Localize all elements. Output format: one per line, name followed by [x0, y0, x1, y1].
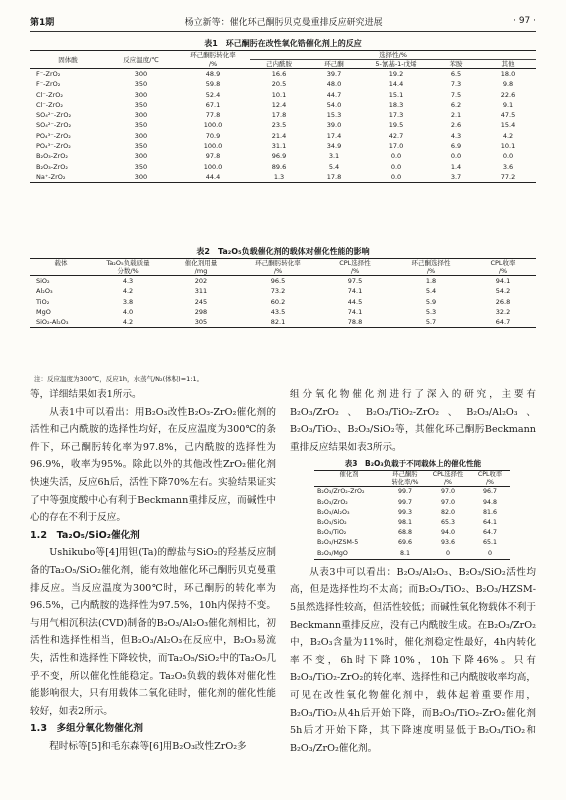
table-cell: 59.8	[205, 80, 221, 89]
table-cell: 100.0	[203, 142, 223, 151]
table-cell-catalyst: B₂O₃/MgO	[314, 549, 384, 560]
table-cell: 5.3	[425, 307, 437, 316]
table-cell-support: SiO₂-Al₂O₃	[30, 317, 92, 328]
table2-header: Ta₂O₅负载质量	[92, 259, 164, 268]
table-cell: 4.3	[92, 276, 164, 287]
section-heading: 1.2 Ta₂O₅/SiO₂催化剂	[30, 529, 140, 541]
table-cell: 100.0	[203, 162, 223, 171]
table-cell: 300	[134, 111, 148, 120]
page-number: · 97 ·	[513, 16, 536, 26]
table-cell: 81.6	[482, 508, 498, 516]
table-cell: 68.8	[397, 529, 413, 537]
table3-header-unit: /%	[485, 478, 495, 486]
paragraph: 程时标等[5]和毛东森等[6]用B₂O₃改性ZrO₂多	[49, 740, 247, 752]
table-cell-catalyst: PO₄³⁻-ZrO₂	[36, 131, 71, 140]
table-cell: 17.8	[308, 172, 360, 183]
table-cell: 0	[426, 549, 470, 560]
table-cell: 78.8	[318, 317, 392, 328]
table-cell: 17.4	[326, 131, 342, 140]
table-cell: 17.8	[271, 111, 287, 120]
table-cell-catalyst: PO₄³⁻-ZrO₂	[36, 142, 71, 151]
table-cell: 67.1	[205, 100, 221, 109]
table3-header-unit: 转化率/%	[391, 478, 419, 486]
table-cell-catalyst: SO₄²⁻-ZrO₂	[36, 121, 72, 130]
table1-header-sel: 己内酰胺	[266, 60, 292, 68]
table-row	[314, 487, 510, 498]
table-cell-catalyst: F⁻-ZrO₂	[36, 80, 61, 89]
table-cell: 3.8	[122, 297, 134, 306]
table-cell: 7.5	[450, 90, 462, 99]
table-cell: 14.4	[388, 80, 404, 89]
table2-header-unit: 分数/%	[117, 267, 139, 275]
table2-header: 环己酮选择性	[392, 259, 470, 268]
table-cell: 311	[194, 287, 208, 296]
table-cell-catalyst: SO₄²⁻-ZrO₂	[36, 111, 72, 120]
table-row	[30, 100, 536, 110]
table-row	[30, 69, 536, 80]
table-cell: 0.0	[450, 152, 462, 161]
table2-header-unit: /%	[498, 267, 508, 275]
table1	[30, 50, 536, 183]
table-cell: 6.9	[450, 142, 462, 151]
table-cell: 65.1	[482, 539, 498, 547]
table-cell: 1.4	[450, 162, 462, 171]
table-cell: 99.3	[397, 508, 413, 516]
table-cell-catalyst: B₂O₃/HZSM-5	[317, 539, 359, 547]
table-cell: 17.0	[388, 142, 404, 151]
table2-header-unit: /%	[350, 267, 360, 275]
table-cell: 77.8	[205, 111, 221, 120]
table-cell: 97.0	[440, 498, 456, 506]
table3	[314, 470, 510, 559]
running-header	[30, 12, 536, 30]
table-cell: 97.8	[205, 152, 221, 161]
table-cell: 82.1	[238, 317, 318, 328]
table-cell: 31.1	[271, 142, 287, 151]
table2-note: 注：反应温度为300℃，反应1h，水蒸气/N₂(体积)=1:1。	[34, 375, 204, 383]
table-cell-catalyst: B₂O₃/SiO₂	[317, 518, 347, 526]
table-cell-support: SiO₂	[30, 276, 92, 287]
table2	[30, 258, 536, 328]
table-row	[30, 110, 536, 120]
table-cell: 93.6	[440, 539, 456, 547]
table-cell: 6.5	[432, 69, 480, 80]
table-cell: 47.5	[500, 111, 516, 120]
table-cell: 17.3	[388, 111, 404, 120]
table-cell: 4.2	[502, 131, 514, 140]
table-cell: 26.8	[495, 297, 511, 306]
table-cell: 9.1	[502, 100, 514, 109]
table-row	[30, 307, 536, 317]
table-cell-catalyst: B₂O₃-ZrO₂	[36, 152, 68, 161]
table-row	[30, 141, 536, 151]
table2-caption: 表2 Ta₂O₅负载催化剂的载体对催化性能的影响	[196, 247, 370, 256]
table1-header-catalyst: 固体酸	[30, 51, 106, 69]
table-cell: 15.4	[500, 121, 516, 130]
table-cell: 4.0	[122, 307, 134, 316]
table-cell: 65.3	[440, 518, 456, 526]
table-cell: 52.4	[205, 90, 221, 99]
table-row	[314, 538, 510, 548]
table-cell: 20.5	[271, 80, 287, 89]
table-cell: 22.6	[500, 90, 516, 99]
table-cell: 89.6	[271, 162, 287, 171]
table1-header-temp: 反应温度/℃	[106, 51, 176, 69]
table-cell: 0.0	[390, 162, 402, 171]
table-cell: 4.2	[92, 317, 164, 328]
table-cell: 350	[134, 80, 148, 89]
table-cell: 2.6	[450, 121, 462, 130]
table-cell-catalyst: B₂O₃/Al₂O₃	[317, 508, 350, 516]
table-cell: 54.2	[495, 287, 511, 296]
table-cell: 350	[134, 162, 148, 171]
table-row	[30, 151, 536, 161]
table-row	[314, 498, 510, 508]
table-cell: 300	[134, 131, 148, 140]
table-cell: 16.6	[250, 69, 308, 80]
table-cell: 96.9	[271, 152, 287, 161]
table-row	[30, 162, 536, 172]
table-cell: 0.0	[390, 152, 402, 161]
paragraph: 组分氧化物催化剂进行了深入的研究，主要有B₂O₃/ZrO₂、B₂O₃/TiO₂-ZrO₂、B₂O₃/Al₂O₃、B₂O₃/TiO₂、B₂O₃/SiO₂等，其催化环己酮肟Beckmann重排反应结果如表3所示。	[290, 389, 536, 453]
table-cell: 99.7	[384, 487, 426, 498]
table3-header: CPL收率	[470, 471, 510, 479]
table-cell: 3.6	[502, 162, 514, 171]
table3-header-unit: /%	[443, 478, 453, 486]
paragraph: 从表1中可以看出：用B₂O₃改性B₂O₃-ZrO₂催化剂的活性和己内酰胺的选择性均好，在反应温度为300℃的条件下，环己酮肟转化率为97.8%，己内酰胺的选择性为96.9%，收率为95%。除此以外的其他改性ZrO₂催化剂快速失活，反应6h后，活性下降70%左右。实验结果证实了中等强度酸中心有利于Beckmann重排反应，而碱性中心的存在不利于反应。	[30, 406, 276, 524]
table-cell: 5.4	[328, 162, 340, 171]
table-cell: 10.1	[500, 142, 516, 151]
table-cell: 18.0	[480, 69, 536, 80]
table1-header-sel: 其他	[501, 60, 515, 68]
table-cell-catalyst: B₂O₃/ZrO₂-ZrO₂	[314, 487, 384, 498]
table-row	[30, 120, 536, 130]
table-cell-catalyst: Na⁺-ZrO₂	[30, 172, 106, 183]
table2-header: CPL收率	[470, 259, 536, 268]
table-row	[30, 276, 536, 287]
table-row	[30, 172, 536, 183]
table-cell: 44.7	[326, 90, 342, 99]
table-cell: 0.0	[360, 172, 432, 183]
table-row	[30, 286, 536, 296]
table-cell: 74.1	[347, 287, 363, 296]
table-cell: 300	[106, 172, 176, 183]
table-cell: 2.1	[450, 111, 462, 120]
table1-header-sel: 苯胺	[449, 60, 463, 68]
table-cell: 97.5	[318, 276, 392, 287]
section-heading: 1.3 多组分氧化物催化剂	[30, 723, 143, 735]
table-cell: 60.2	[270, 297, 286, 306]
table-cell: 94.0	[440, 529, 456, 537]
table-cell: 39.0	[326, 121, 342, 130]
table-cell: 6.2	[450, 100, 462, 109]
table-cell-catalyst: Cl⁻-ZrO₂	[36, 90, 63, 99]
table2-header-unit: /%	[273, 267, 283, 275]
table-cell: 0.0	[502, 152, 514, 161]
table-row	[314, 518, 510, 528]
table2-header: 载体	[30, 259, 92, 268]
table-cell: 94.8	[482, 498, 498, 506]
left-column	[30, 386, 276, 755]
table3-header: CPL选择性	[426, 471, 470, 479]
table-cell: 5.7	[392, 317, 470, 328]
table-cell: 305	[164, 317, 238, 328]
paragraph: 从表3中可以看出：B₂O₃/Al₂O₃、B₂O₃/SiO₂活性均高，但是选择性均不太高；而B₂O₃/TiO₂、B₂O₃/HZSM-5虽然选择性较高，但活性较低；而碱性氧化物载体不利于Beckmann重排反应，没有己内酰胺生成。在B₂O₃/ZrO₂中，B₂O₃含量为11%时，催化剂稳定性最好，4h内转化率不变，6h时下降10%，10h下降46%。只有B₂O₃/TiO₂-ZrO₂的转化率、选择性和己内酰胺收率均高，可见在改性氧化物催化剂中，载体起着重要作用，B₂O₃/TiO₂从4h后开始下降，而B₂O₃/TiO₂-ZrO₂催化剂5h后才开始下降，其下降速度明显低于B₂O₃/TiO₂和B₂O₃/ZrO₂催化剂。	[290, 566, 536, 754]
table-cell: 82.0	[440, 508, 456, 516]
table-cell-support: Al₂O₃	[36, 287, 53, 296]
table-cell-catalyst: Cl⁻-ZrO₂	[36, 100, 63, 109]
table1-header-sel: 5-氰基-1-戊烯	[375, 60, 417, 68]
table3-header: 环己酮肟	[384, 471, 426, 479]
table1-header-conv-unit: /%	[208, 59, 218, 68]
table-cell: 3.7	[432, 172, 480, 183]
table-cell: 74.1	[347, 307, 363, 316]
table-cell: 5.4	[425, 287, 437, 296]
table-cell: 19.2	[360, 69, 432, 80]
table-cell: 21.4	[271, 131, 287, 140]
table-cell: 10.1	[271, 90, 287, 99]
table-cell: 3.1	[328, 152, 340, 161]
table2-header-unit: /mg	[194, 267, 208, 275]
table-cell: 48.0	[326, 80, 342, 89]
table-cell: 1.3	[250, 172, 308, 183]
table-cell-support: TiO₂	[36, 297, 50, 306]
table-cell: 42.7	[388, 131, 404, 140]
table-cell: 69.6	[397, 539, 413, 547]
table-cell: 43.5	[270, 307, 286, 316]
table-cell: 245	[194, 297, 208, 306]
table-row	[314, 528, 510, 538]
table-cell: 98.1	[397, 518, 413, 526]
table-row	[314, 549, 510, 560]
table-cell: 94.1	[470, 276, 536, 287]
table-cell: 300	[106, 69, 176, 80]
table-cell: 19.5	[388, 121, 404, 130]
table1-header-selectivity: 选择性/%	[250, 51, 536, 60]
table-cell: 96.7	[470, 487, 510, 498]
table-cell: 4.3	[450, 131, 462, 140]
table1-caption: 表1 环己酮肟在改性氧化锆催化剂上的反应	[204, 39, 362, 48]
table-cell-catalyst: B₂O₃/ZrO₂	[317, 498, 348, 506]
table-cell: 23.5	[271, 121, 287, 130]
table-cell: 15.3	[326, 111, 342, 120]
table-cell: 12.4	[271, 100, 287, 109]
paragraph: Ushikubo等[4]用钽(Ta)的醇盐与SiO₂的羟基反应制备的Ta₂O₅/SiO₂催化剂，能有效地催化环己酮肟贝克曼重排反应。当反应温度为300℃时，环己酮肟的转化率为96.5%，己内酰胺的选择性为97.5%，10h内保持不变。与用气相沉积法(CVD)制备的B₂O₃/Al₂O₃催化剂相比，初活性和选择性相当，但B₂O₃/Al₂O₃在反应中，B₂O₃易流失，活性和选择性下降较快，而Ta₂O₅/SiO₂中的Ta₂O₅几乎不变，所以催化性能稳定。Ta₂O₅负载的载体对催化性能影响很大，只有用载体二氧化硅时，催化剂的催化性能较好，如表2所示。	[30, 547, 276, 717]
table2-header-unit: /%	[426, 267, 436, 275]
table-cell: 298	[194, 307, 208, 316]
table-cell: 48.9	[176, 69, 250, 80]
table2-header: 催化剂用量	[164, 259, 238, 268]
table-cell: 64.7	[470, 317, 536, 328]
table-cell: 32.2	[495, 307, 511, 316]
table-row	[30, 131, 536, 141]
table-cell: 44.5	[347, 297, 363, 306]
table-cell: 350	[134, 121, 148, 130]
table-cell: 97.0	[426, 487, 470, 498]
table-row	[30, 79, 536, 89]
table2-header: CPL选择性	[318, 259, 392, 268]
table3-header: 催化剂	[314, 471, 384, 479]
table-cell: 18.3	[388, 100, 404, 109]
table-cell: 73.2	[270, 287, 286, 296]
table-cell: 202	[164, 276, 238, 287]
table3-header-unit	[314, 479, 384, 487]
table-row	[30, 317, 536, 328]
table-cell: 350	[134, 100, 148, 109]
table-cell-catalyst: B₂O₃/TiO₂	[317, 529, 347, 537]
table-cell: 99.7	[397, 498, 413, 506]
table-cell: 96.5	[238, 276, 318, 287]
table-cell: 9.8	[502, 80, 514, 89]
header-rule	[30, 31, 536, 32]
table-cell: 1.8	[392, 276, 470, 287]
table-cell: 64.1	[482, 518, 498, 526]
table1-header-sel: 环己酮	[324, 60, 344, 68]
table-cell: 7.3	[450, 80, 462, 89]
paragraph: 等，详细结果如表1所示。	[30, 389, 142, 400]
table-cell: 44.4	[176, 172, 250, 183]
table-cell: 54.0	[326, 100, 342, 109]
table3-caption: 表3 B₂O₃负载于不同载体上的催化性能	[344, 459, 482, 469]
table-cell: 0	[470, 549, 510, 560]
table-cell: 5.9	[425, 297, 437, 306]
issue-number: 第1期	[30, 17, 55, 28]
table1-header-conv: 环己酮肟转化率	[176, 51, 250, 60]
table-cell: 100.0	[203, 121, 223, 130]
running-title: 杨立新等：催化环己酮肟贝克曼重排反应研究进展	[184, 17, 383, 28]
table-cell-catalyst: B₂O₃-ZrO₂	[36, 162, 68, 171]
table-row	[314, 508, 510, 518]
right-column	[290, 386, 536, 757]
table-cell: 64.7	[482, 529, 498, 537]
table-cell: 350	[134, 142, 148, 151]
table-cell: 300	[134, 152, 148, 161]
table-cell: 4.2	[122, 287, 134, 296]
table-cell: 77.2	[480, 172, 536, 183]
table2-header-unit	[30, 267, 92, 276]
table-cell: 8.1	[384, 549, 426, 560]
table-cell: 39.7	[308, 69, 360, 80]
table-row	[30, 297, 536, 307]
table-cell: 70.9	[205, 131, 221, 140]
table-cell: 34.9	[326, 142, 342, 151]
table-cell-support: MgO	[36, 307, 51, 316]
table-row	[30, 90, 536, 100]
table-cell: 300	[134, 90, 148, 99]
table-cell: 15.1	[388, 90, 404, 99]
table-cell-catalyst: F⁻-ZrO₂	[30, 69, 106, 80]
table2-header: 环己酮肟转化率	[238, 259, 318, 268]
